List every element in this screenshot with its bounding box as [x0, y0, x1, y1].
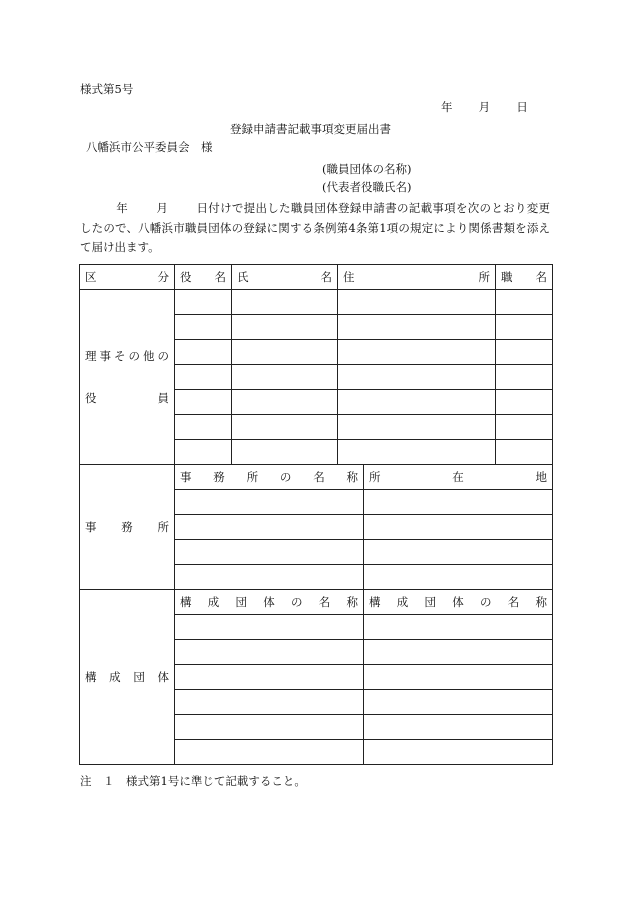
form-number: 様式第5号 — [80, 82, 134, 96]
officers-label — [85, 290, 169, 464]
group-name-input-2[interactable] — [364, 740, 553, 765]
officer-jusho-input[interactable] — [338, 415, 496, 440]
officer-yakumei-input[interactable] — [175, 390, 232, 415]
header-shokumei-cell — [496, 265, 553, 290]
body-paragraph — [80, 199, 550, 258]
officer-shokumei-input[interactable] — [496, 415, 553, 440]
officer-jusho-input[interactable] — [338, 440, 496, 465]
groups-section-cell — [80, 590, 175, 765]
office-location-input[interactable] — [364, 490, 553, 515]
header-shimei-cell — [232, 265, 338, 290]
officer-yakumei-input[interactable] — [175, 415, 232, 440]
office-name-header-cell — [175, 465, 364, 490]
group-name-input-2[interactable] — [364, 715, 553, 740]
footnote: 注 １ 様式第1号に準じて記載すること。 — [80, 774, 306, 788]
officer-jusho-input[interactable] — [338, 340, 496, 365]
office-name-input[interactable] — [175, 565, 364, 590]
officer-shimei-input[interactable] — [232, 315, 338, 340]
group-name-input-2[interactable] — [364, 665, 553, 690]
header-kubun-cell — [80, 265, 175, 290]
group-name-input-1[interactable] — [175, 740, 364, 765]
office-name-input[interactable] — [175, 490, 364, 515]
header-row — [80, 265, 553, 290]
group-name-header-cell-2 — [364, 590, 553, 615]
body-year: 年 — [116, 201, 129, 215]
office-name-header: 事 務 所 の 名 称 — [180, 470, 358, 484]
officer-yakumei-input[interactable] — [175, 340, 232, 365]
body-month: 月 — [156, 201, 169, 215]
office-location-header: 所 在 地 — [369, 470, 547, 484]
date-day: 日 — [516, 100, 528, 114]
officer-shokumei-input[interactable] — [496, 340, 553, 365]
officer-shokumei-input[interactable] — [496, 315, 553, 340]
date-month: 月 — [478, 100, 491, 114]
officer-shokumei-input[interactable] — [496, 390, 553, 415]
group-row — [80, 590, 553, 615]
group-name-input-1[interactable] — [175, 665, 364, 690]
officer-row — [80, 290, 553, 315]
date-line — [441, 99, 528, 115]
header-shokumei: 職 名 — [501, 270, 547, 284]
groups-label: 構 成 団 体 — [85, 670, 169, 684]
officer-shimei-input[interactable] — [232, 440, 338, 465]
officer-shimei-input[interactable] — [232, 290, 338, 315]
group-name-input-2[interactable] — [364, 615, 553, 640]
office-name-input[interactable] — [175, 515, 364, 540]
header-jusho-cell — [338, 265, 496, 290]
office-label: 事 務 所 — [85, 520, 169, 534]
group-name-input-1[interactable] — [175, 615, 364, 640]
officer-shimei-input[interactable] — [232, 340, 338, 365]
officer-yakumei-input[interactable] — [175, 315, 232, 340]
office-location-input[interactable] — [364, 565, 553, 590]
document-title: 登録申請書記載事項変更届出書 — [230, 122, 391, 136]
group-name-header-2: 構 成 団 体 の 名 称 — [369, 595, 547, 609]
office-name-input[interactable] — [175, 540, 364, 565]
date-year: 年 — [441, 100, 453, 114]
officer-yakumei-input[interactable] — [175, 290, 232, 315]
officer-yakumei-input[interactable] — [175, 440, 232, 465]
officer-shimei-input[interactable] — [232, 415, 338, 440]
officer-shimei-input[interactable] — [232, 390, 338, 415]
officer-shokumei-input[interactable] — [496, 365, 553, 390]
group-name-input-2[interactable] — [364, 640, 553, 665]
group-name-input-1[interactable] — [175, 640, 364, 665]
header-jusho: 住 所 — [343, 270, 490, 284]
org-name-label: (職員団体の名称) — [322, 162, 412, 176]
header-yakumei: 役 名 — [180, 270, 226, 284]
office-location-input[interactable] — [364, 540, 553, 565]
office-location-header-cell — [364, 465, 553, 490]
officers-section-cell — [80, 290, 175, 465]
change-form-table — [79, 264, 553, 765]
header-yakumei-cell — [175, 265, 232, 290]
officer-shimei-input[interactable] — [232, 365, 338, 390]
header-shimei: 氏 名 — [237, 270, 332, 284]
officer-yakumei-input[interactable] — [175, 365, 232, 390]
officer-shokumei-input[interactable] — [496, 290, 553, 315]
officer-shokumei-input[interactable] — [496, 440, 553, 465]
officers-label-line1: 理 事 そ の 他 の — [85, 349, 169, 363]
addressee: 八幡浜市公平委員会 様 — [86, 140, 213, 154]
officer-jusho-input[interactable] — [338, 365, 496, 390]
rep-name-label: (代表者役職氏名) — [322, 180, 412, 194]
officer-jusho-input[interactable] — [338, 390, 496, 415]
officer-jusho-input[interactable] — [338, 315, 496, 340]
group-name-input-1[interactable] — [175, 690, 364, 715]
header-kubun: 区 分 — [85, 270, 169, 284]
officers-label-line2: 役 員 — [85, 391, 169, 405]
office-section-cell — [80, 465, 175, 590]
office-row — [80, 465, 553, 490]
group-name-input-2[interactable] — [364, 690, 553, 715]
group-name-input-1[interactable] — [175, 715, 364, 740]
officer-jusho-input[interactable] — [338, 290, 496, 315]
body-text: 日付けで提出した職員団体登録申請書の記載事項を次のとおり変更したので、八幡浜市職員団体の登録に関する条例第4条第1項の規定により関係書類を添えて届け出ます。 — [80, 201, 551, 254]
group-name-header-1: 構 成 団 体 の 名 称 — [180, 595, 358, 609]
office-location-input[interactable] — [364, 515, 553, 540]
group-name-header-cell-1 — [175, 590, 364, 615]
